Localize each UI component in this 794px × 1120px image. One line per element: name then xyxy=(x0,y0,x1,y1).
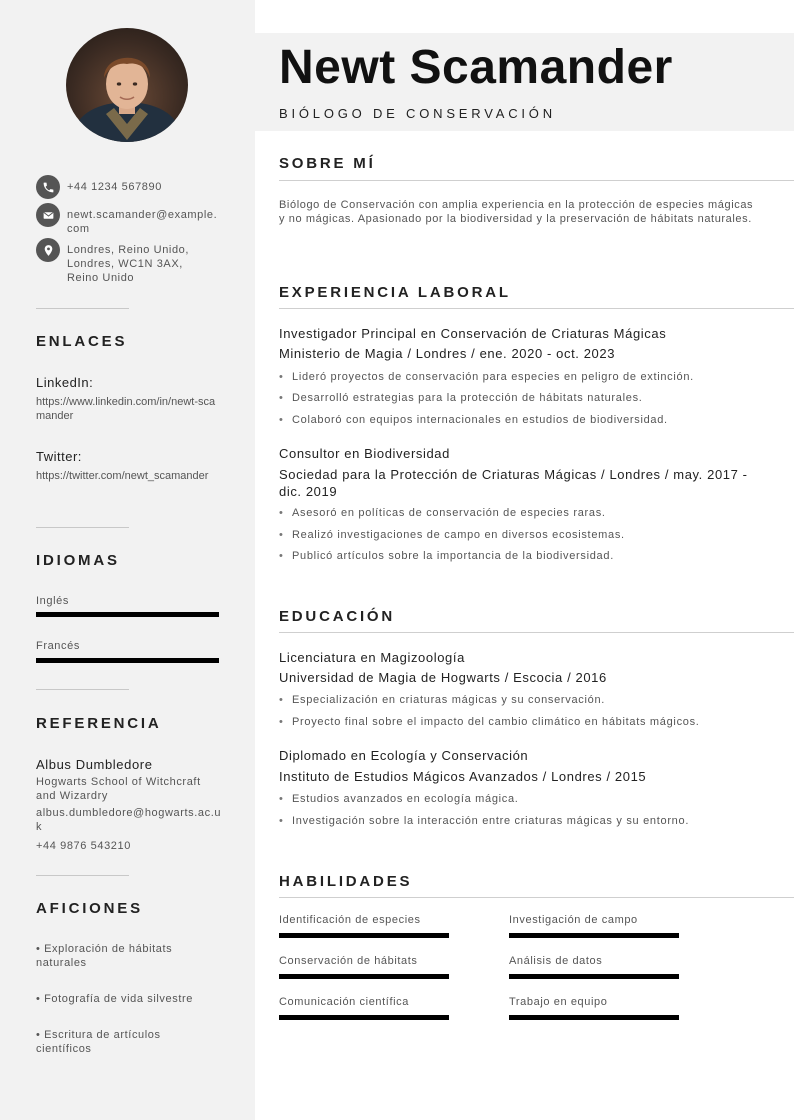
location-pin-icon xyxy=(36,238,60,262)
twitter-label: Twitter: xyxy=(36,449,82,464)
skill-item xyxy=(509,996,679,1020)
linkedin-label: LinkedIn: xyxy=(36,375,94,390)
contact-phone xyxy=(36,175,226,199)
about-text: Biólogo de Conservación con amplia experiencia en la protección de especies mágicas y no mágicas. Apasionado por la biodiversidad y la preservación de hábitats naturales. xyxy=(279,199,754,225)
skill-name: Trabajo en equipo xyxy=(509,996,608,1008)
language-name: Inglés xyxy=(36,595,69,607)
contact-address xyxy=(36,238,226,285)
education-bullet: • Estudios avanzados en ecología mágica. xyxy=(279,793,519,805)
hobby-item: • Escritura de artículos científicos xyxy=(36,1029,161,1055)
portrait-image xyxy=(66,28,188,142)
avatar xyxy=(66,28,188,142)
sidebar-divider xyxy=(36,689,129,690)
reference-organization: Hogwarts School of Witchcraft and Wizardry xyxy=(36,776,201,802)
skill-name: Identificación de especies xyxy=(279,914,421,926)
address-text: Londres, Reino Unido, Londres, WC1N 3AX, Reino Unido xyxy=(67,244,190,284)
skill-level-bar xyxy=(509,974,679,979)
education-school: Instituto de Estudios Mágicos Avanzados / Londres / 2015 xyxy=(279,769,647,784)
skill-item xyxy=(509,914,679,938)
experience-role: Consultor en Biodiversidad xyxy=(279,446,450,461)
language-level-bar xyxy=(36,658,219,663)
skill-level-bar xyxy=(509,1015,679,1020)
hobby-item: • Exploración de hábitats naturales xyxy=(36,943,173,969)
hobbies-heading: AFICIONES xyxy=(36,900,143,917)
experience-org: Ministerio de Magia / Londres / ene. 2020 - oct. 2023 xyxy=(279,346,616,361)
education-degree: Diplomado en Ecología y Conservación xyxy=(279,748,529,763)
links-heading: ENLACES xyxy=(36,333,128,350)
education-school: Universidad de Magia de Hogwarts / Escocia / 2016 xyxy=(279,670,607,685)
reference-phone: +44 9876 543210 xyxy=(36,840,131,852)
experience-bullet: • Desarrolló estrategias para la protección de hábitats naturales. xyxy=(279,392,643,404)
skill-name: Investigación de campo xyxy=(509,914,638,926)
about-heading: SOBRE MÍ xyxy=(279,155,376,172)
experience-role: Investigador Principal en Conservación de Criaturas Mágicas xyxy=(279,326,667,341)
experience-bullet: • Realizó investigaciones de campo en diversos ecosistemas. xyxy=(279,529,625,541)
section-rule xyxy=(279,632,794,633)
envelope-icon xyxy=(36,203,60,227)
reference-name: Albus Dumbledore xyxy=(36,757,153,772)
reference-heading: REFERENCIA xyxy=(36,715,162,732)
hobby-item: • Fotografía de vida silvestre xyxy=(36,993,193,1005)
skill-item xyxy=(279,955,449,979)
experience-bullet: • Asesoró en políticas de conservación de especies raras. xyxy=(279,507,606,519)
skill-level-bar xyxy=(279,1015,449,1020)
experience-bullet: • Lideró proyectos de conservación para especies en peligro de extinción. xyxy=(279,371,694,383)
contact-email xyxy=(36,203,226,236)
experience-bullet: • Publicó artículos sobre la importancia de la biodiversidad. xyxy=(279,550,614,562)
education-bullet: • Investigación sobre la interacción entre criaturas mágicas y su entorno. xyxy=(279,815,690,827)
person-name: Newt Scamander xyxy=(279,41,673,94)
languages-heading: IDIOMAS xyxy=(36,552,120,569)
sidebar-divider xyxy=(36,875,129,876)
skill-level-bar xyxy=(279,974,449,979)
education-bullet: • Especialización en criaturas mágicas y su conservación. xyxy=(279,694,606,706)
language-level-bar xyxy=(36,612,219,617)
phone-icon xyxy=(36,175,60,199)
sidebar-divider xyxy=(36,308,129,309)
email-text[interactable]: newt.scamander@example.com xyxy=(67,209,218,235)
education-heading: EDUCACIÓN xyxy=(279,608,396,625)
skill-name: Análisis de datos xyxy=(509,955,603,967)
skill-level-bar xyxy=(279,933,449,938)
sidebar-divider xyxy=(36,527,129,528)
experience-bullet: • Colaboró con equipos internacionales en estudios de biodiversidad. xyxy=(279,414,668,426)
experience-org: Sociedad para la Protección de Criaturas Mágicas / Londres / may. 2017 - dic. 2019 xyxy=(279,467,748,499)
phone-text: +44 1234 567890 xyxy=(67,181,162,193)
skill-item xyxy=(279,996,449,1020)
twitter-link[interactable]: https://twitter.com/newt_scamander xyxy=(36,470,209,482)
skill-name: Comunicación científica xyxy=(279,996,409,1008)
linkedin-link[interactable]: https://www.linkedin.com/in/newt-scamander xyxy=(36,396,216,422)
skill-item xyxy=(279,914,449,938)
experience-heading: EXPERIENCIA LABORAL xyxy=(279,284,511,301)
skill-level-bar xyxy=(509,933,679,938)
language-name: Francés xyxy=(36,640,80,652)
section-rule xyxy=(279,180,794,181)
skill-name: Conservación de hábitats xyxy=(279,955,418,967)
skills-heading: HABILIDADES xyxy=(279,873,413,890)
reference-email[interactable]: albus.dumbledore@hogwarts.ac.uk xyxy=(36,807,222,833)
skill-item xyxy=(509,955,679,979)
job-title: BIÓLOGO DE CONSERVACIÓN xyxy=(279,106,556,121)
section-rule xyxy=(279,308,794,309)
education-degree: Licenciatura en Magizoología xyxy=(279,650,465,665)
education-bullet: • Proyecto final sobre el impacto del cambio climático en hábitats mágicos. xyxy=(279,716,700,728)
section-rule xyxy=(279,897,794,898)
